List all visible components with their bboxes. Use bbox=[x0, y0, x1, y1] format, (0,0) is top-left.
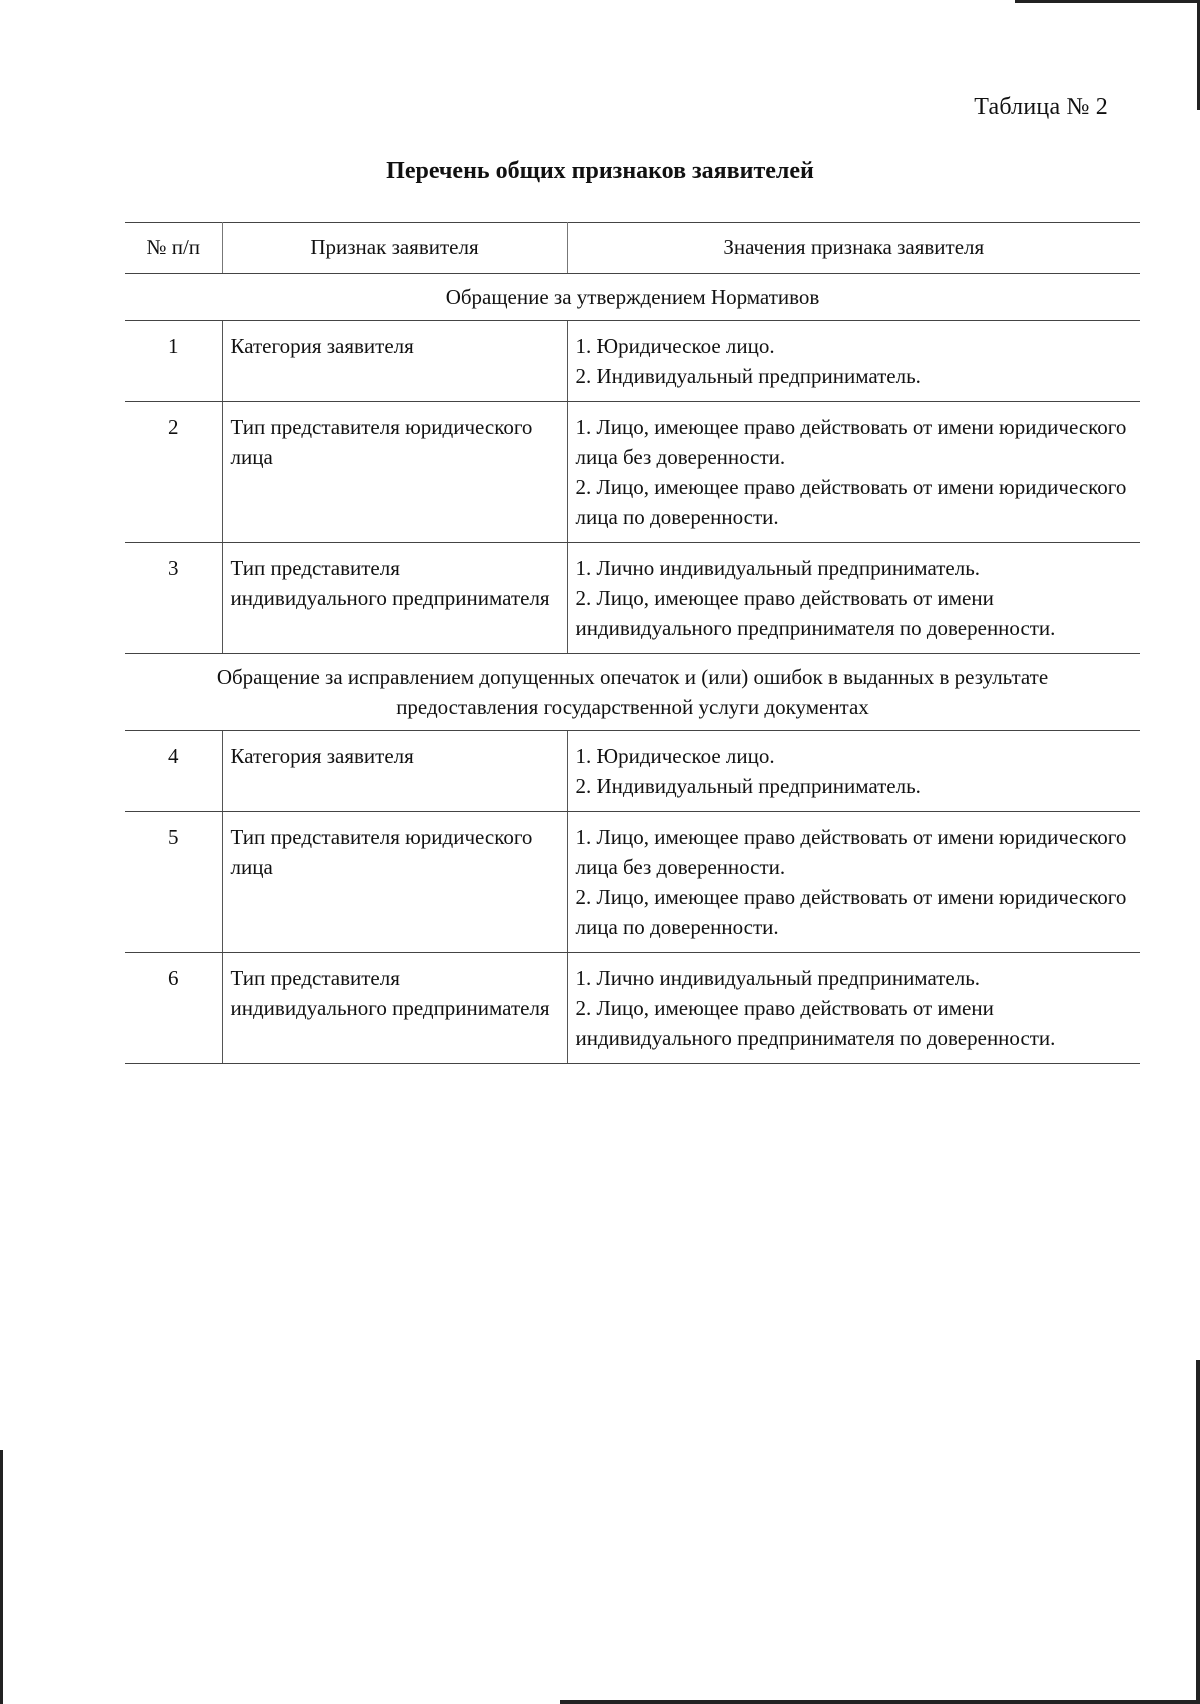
row-attribute: Категория заявителя bbox=[222, 321, 567, 402]
row-attribute: Тип представителя индивидуального предпринимателя bbox=[222, 953, 567, 1064]
row-values bbox=[567, 731, 1140, 812]
scan-edge-mark bbox=[0, 1450, 3, 1704]
scan-edge-mark bbox=[1015, 0, 1200, 3]
table-row bbox=[125, 543, 1140, 654]
table-row bbox=[125, 812, 1140, 953]
table-row bbox=[125, 321, 1140, 402]
value-item: 1. Лицо, имеющее право действовать от имени юридического лица без доверенности. bbox=[575, 415, 1127, 469]
table-row bbox=[125, 731, 1140, 812]
scan-edge-mark bbox=[1196, 1360, 1200, 1704]
row-number: 5 bbox=[125, 812, 222, 953]
value-item: 2. Индивидуальный предприниматель. bbox=[575, 364, 921, 388]
row-number: 1 bbox=[125, 321, 222, 402]
value-item: 1. Юридическое лицо. bbox=[575, 744, 775, 768]
row-number: 4 bbox=[125, 731, 222, 812]
column-header-values: Значения признака заявителя bbox=[567, 223, 1140, 274]
section-heading-row bbox=[125, 274, 1140, 321]
table-row bbox=[125, 953, 1140, 1064]
row-values bbox=[567, 321, 1140, 402]
value-item: 1. Лицо, имеющее право действовать от имени юридического лица без доверенности. bbox=[575, 825, 1127, 879]
section-heading-row bbox=[125, 654, 1140, 731]
table-header-row bbox=[125, 223, 1140, 274]
row-attribute: Тип представителя индивидуального предпринимателя bbox=[222, 543, 567, 654]
row-attribute: Тип представителя юридического лица bbox=[222, 812, 567, 953]
value-item: 2. Лицо, имеющее право действовать от имени юридического лица по доверенности. bbox=[575, 475, 1127, 529]
section-heading: Обращение за исправлением допущенных опечаток и (или) ошибок в выданных в результате предоставления государственной услуги документах bbox=[125, 654, 1140, 731]
row-values bbox=[567, 812, 1140, 953]
row-values bbox=[567, 953, 1140, 1064]
row-values bbox=[567, 543, 1140, 654]
value-item: 1. Лично индивидуальный предприниматель. bbox=[575, 966, 981, 990]
row-attribute: Категория заявителя bbox=[222, 731, 567, 812]
value-item: 2. Лицо, имеющее право действовать от имени индивидуального предпринимателя по доверенности. bbox=[575, 586, 1056, 640]
value-item: 2. Лицо, имеющее право действовать от имени индивидуального предпринимателя по доверенности. bbox=[575, 996, 1056, 1050]
value-item: 2. Лицо, имеющее право действовать от имени юридического лица по доверенности. bbox=[575, 885, 1127, 939]
row-values bbox=[567, 402, 1140, 543]
row-attribute: Тип представителя юридического лица bbox=[222, 402, 567, 543]
table-row bbox=[125, 402, 1140, 543]
applicant-criteria-table bbox=[125, 222, 1140, 1064]
value-item: 1. Лично индивидуальный предприниматель. bbox=[575, 556, 981, 580]
row-number: 3 bbox=[125, 543, 222, 654]
value-item: 1. Юридическое лицо. bbox=[575, 334, 775, 358]
scan-edge-mark bbox=[560, 1700, 1200, 1704]
table-number: Таблица № 2 bbox=[974, 94, 1108, 120]
value-item: 2. Индивидуальный предприниматель. bbox=[575, 774, 921, 798]
document-title: Перечень общих признаков заявителей bbox=[386, 158, 814, 184]
column-header-attribute: Признак заявителя bbox=[222, 223, 567, 274]
row-number: 2 bbox=[125, 402, 222, 543]
column-header-number: № п/п bbox=[125, 223, 222, 274]
section-heading: Обращение за утверждением Нормативов bbox=[125, 274, 1140, 321]
row-number: 6 bbox=[125, 953, 222, 1064]
